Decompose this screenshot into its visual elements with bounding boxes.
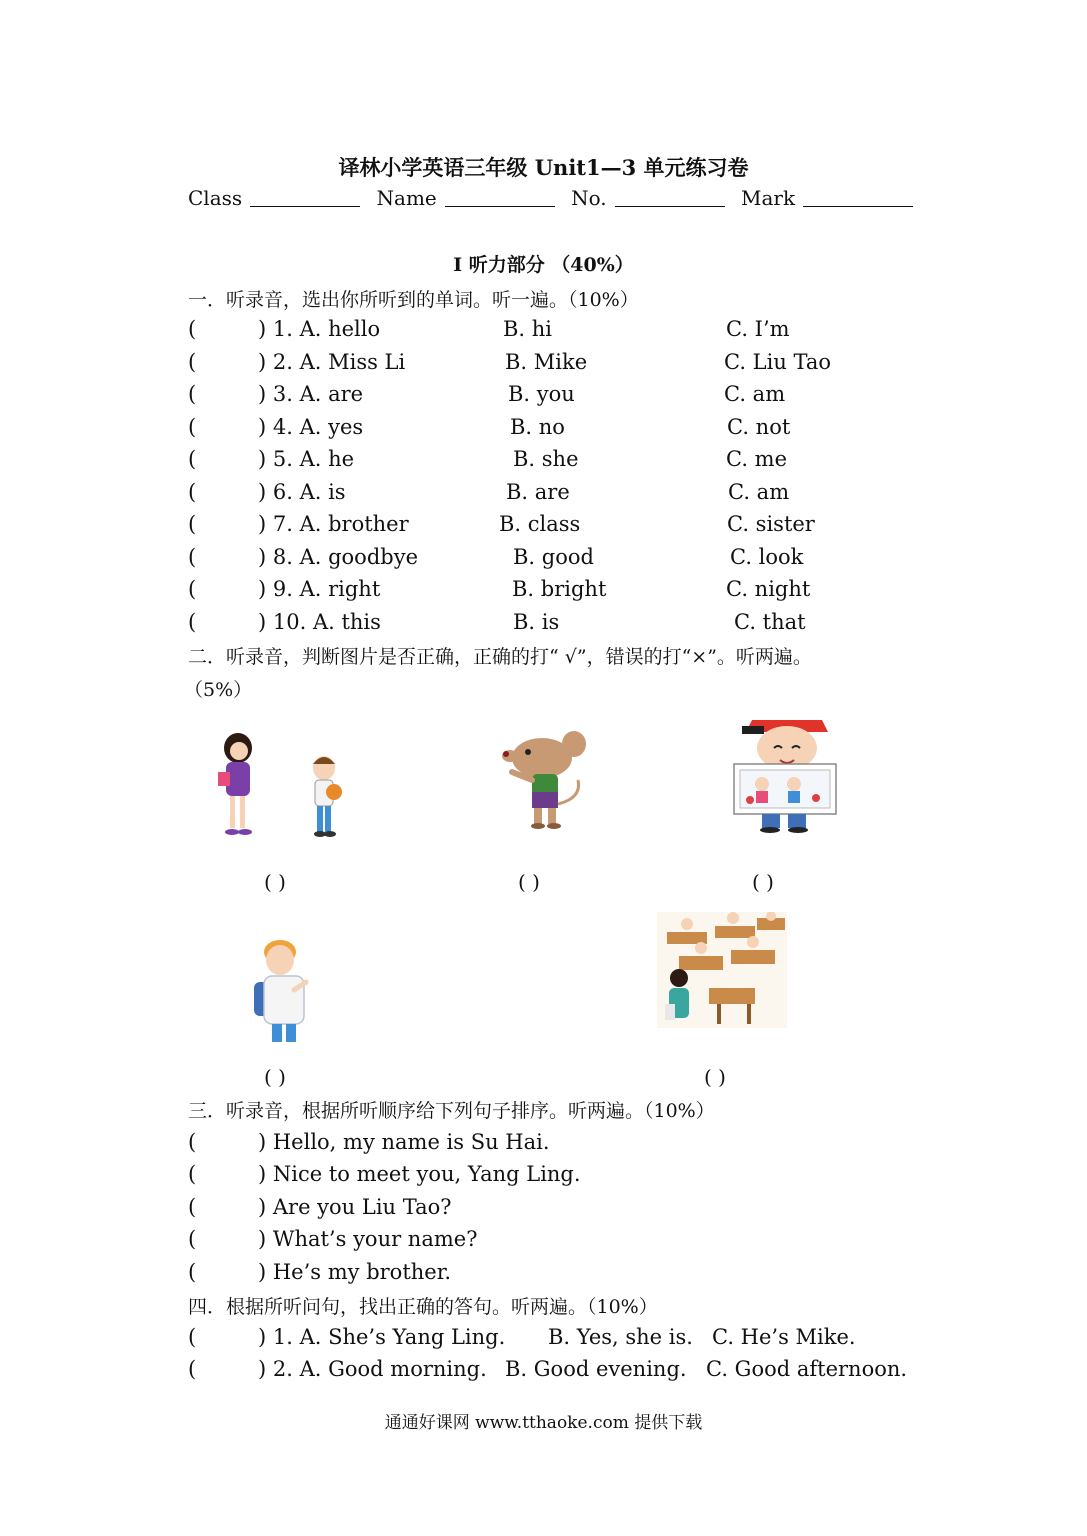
section3-heading: 三．听录音，根据所听顺序给下列句子排序。听两遍。（10%） — [188, 1100, 715, 1122]
option-b: B. class — [499, 512, 581, 536]
answer-paren-1[interactable]: ( ) — [264, 870, 286, 894]
part-heading: I 听力部分 （40%） — [453, 254, 634, 276]
question-4: ) 4. A. yes — [258, 415, 364, 439]
class-blank[interactable] — [250, 188, 360, 207]
mark-label: Mark — [741, 186, 796, 210]
answer-question-2: ) 2. A. Good morning. — [258, 1357, 487, 1381]
question-8: ) 8. A. goodbye — [258, 545, 419, 569]
option-c: C. He’s Mike. — [712, 1325, 856, 1349]
no-blank[interactable] — [615, 188, 725, 207]
section2-heading: 二．听录音，判断图片是否正确，正确的打“ √”，错误的打“×”。听两遍。 — [188, 646, 812, 668]
option-b: B. hi — [503, 317, 553, 341]
class-label: Class — [188, 186, 243, 210]
option-c: C. night — [726, 577, 811, 601]
question-9: ) 9. A. right — [258, 577, 381, 601]
option-b: B. you — [508, 382, 575, 406]
page-title: 译林小学英语三年级 Unit1—3 单元练习卷 — [338, 155, 749, 180]
question-2: ) 2. A. Miss Li — [258, 350, 406, 374]
option-c: C. Good afternoon. — [706, 1357, 908, 1381]
no-label: No. — [571, 186, 607, 210]
lparen: ( — [188, 1162, 197, 1186]
answer-paren-3[interactable]: ( ) — [752, 870, 774, 894]
option-b: B. is — [513, 610, 560, 634]
picture-classroom — [657, 912, 787, 1028]
lparen: ( — [188, 350, 197, 374]
lparen: ( — [188, 447, 197, 471]
name-label: Name — [376, 186, 437, 210]
lparen: ( — [188, 382, 197, 406]
lparen: ( — [188, 1260, 197, 1284]
footer: 通通好课网 www.tthaoke.com 提供下载 — [384, 1413, 703, 1433]
option-b: B. bright — [512, 577, 607, 601]
option-c: C. am — [724, 382, 786, 406]
section2-heading-percent: （5%） — [184, 679, 253, 701]
picture-boy-with-photo — [732, 718, 838, 834]
lparen: ( — [188, 512, 197, 536]
lparen: ( — [188, 577, 197, 601]
question-5: ) 5. A. he — [258, 447, 355, 471]
option-c: C. me — [726, 447, 788, 471]
question-6: ) 6. A. is — [258, 480, 346, 504]
option-c: C. look — [730, 545, 804, 569]
question-7: ) 7. A. brother — [258, 512, 409, 536]
option-c: C. Liu Tao — [724, 350, 832, 374]
option-c: C. am — [728, 480, 790, 504]
sentence-3: ) Are you Liu Tao? — [258, 1195, 452, 1219]
lparen: ( — [188, 1195, 197, 1219]
lparen: ( — [188, 415, 197, 439]
question-1: ) 1. A. hello — [258, 317, 381, 341]
section1-heading: 一．听录音，选出你所听到的单词。听一遍。（10%） — [188, 289, 639, 311]
name-blank[interactable] — [445, 188, 555, 207]
option-b: B. Mike — [505, 350, 588, 374]
lparen: ( — [188, 1227, 197, 1251]
lparen: ( — [188, 1325, 197, 1349]
option-b: B. Good evening. — [505, 1357, 687, 1381]
picture-boy-with-backpack — [250, 938, 316, 1044]
student-info-line — [188, 186, 923, 210]
answer-paren-5[interactable]: ( ) — [704, 1065, 726, 1089]
option-b: B. are — [506, 480, 570, 504]
option-c: C. that — [734, 610, 806, 634]
answer-question-1: ) 1. A. She’s Yang Ling. — [258, 1325, 506, 1349]
question-10: ) 10. A. this — [258, 610, 381, 634]
section4-heading: 四．根据所听问句，找出正确的答句。听两遍。（10%） — [188, 1296, 658, 1318]
sentence-5: ) He’s my brother. — [258, 1260, 452, 1284]
picture-teacher-and-boy — [212, 728, 347, 840]
option-b: B. Yes, she is. — [548, 1325, 693, 1349]
lparen: ( — [188, 480, 197, 504]
lparen: ( — [188, 1357, 197, 1381]
sentence-4: ) What’s your name? — [258, 1227, 478, 1251]
option-b: B. she — [513, 447, 579, 471]
lparen: ( — [188, 545, 197, 569]
option-c: C. not — [727, 415, 791, 439]
sentence-2: ) Nice to meet you, Yang Ling. — [258, 1162, 581, 1186]
question-3: ) 3. A. are — [258, 382, 364, 406]
option-b: B. good — [513, 545, 594, 569]
answer-paren-2[interactable]: ( ) — [518, 870, 540, 894]
lparen: ( — [188, 317, 197, 341]
mark-blank[interactable] — [803, 188, 913, 207]
option-c: C. sister — [727, 512, 815, 536]
lparen: ( — [188, 1130, 197, 1154]
sentence-1: ) Hello, my name is Su Hai. — [258, 1130, 550, 1154]
option-b: B. no — [510, 415, 565, 439]
lparen: ( — [188, 610, 197, 634]
picture-mouse — [498, 728, 590, 830]
answer-paren-4[interactable]: ( ) — [264, 1065, 286, 1089]
option-c: C. I’m — [726, 317, 790, 341]
